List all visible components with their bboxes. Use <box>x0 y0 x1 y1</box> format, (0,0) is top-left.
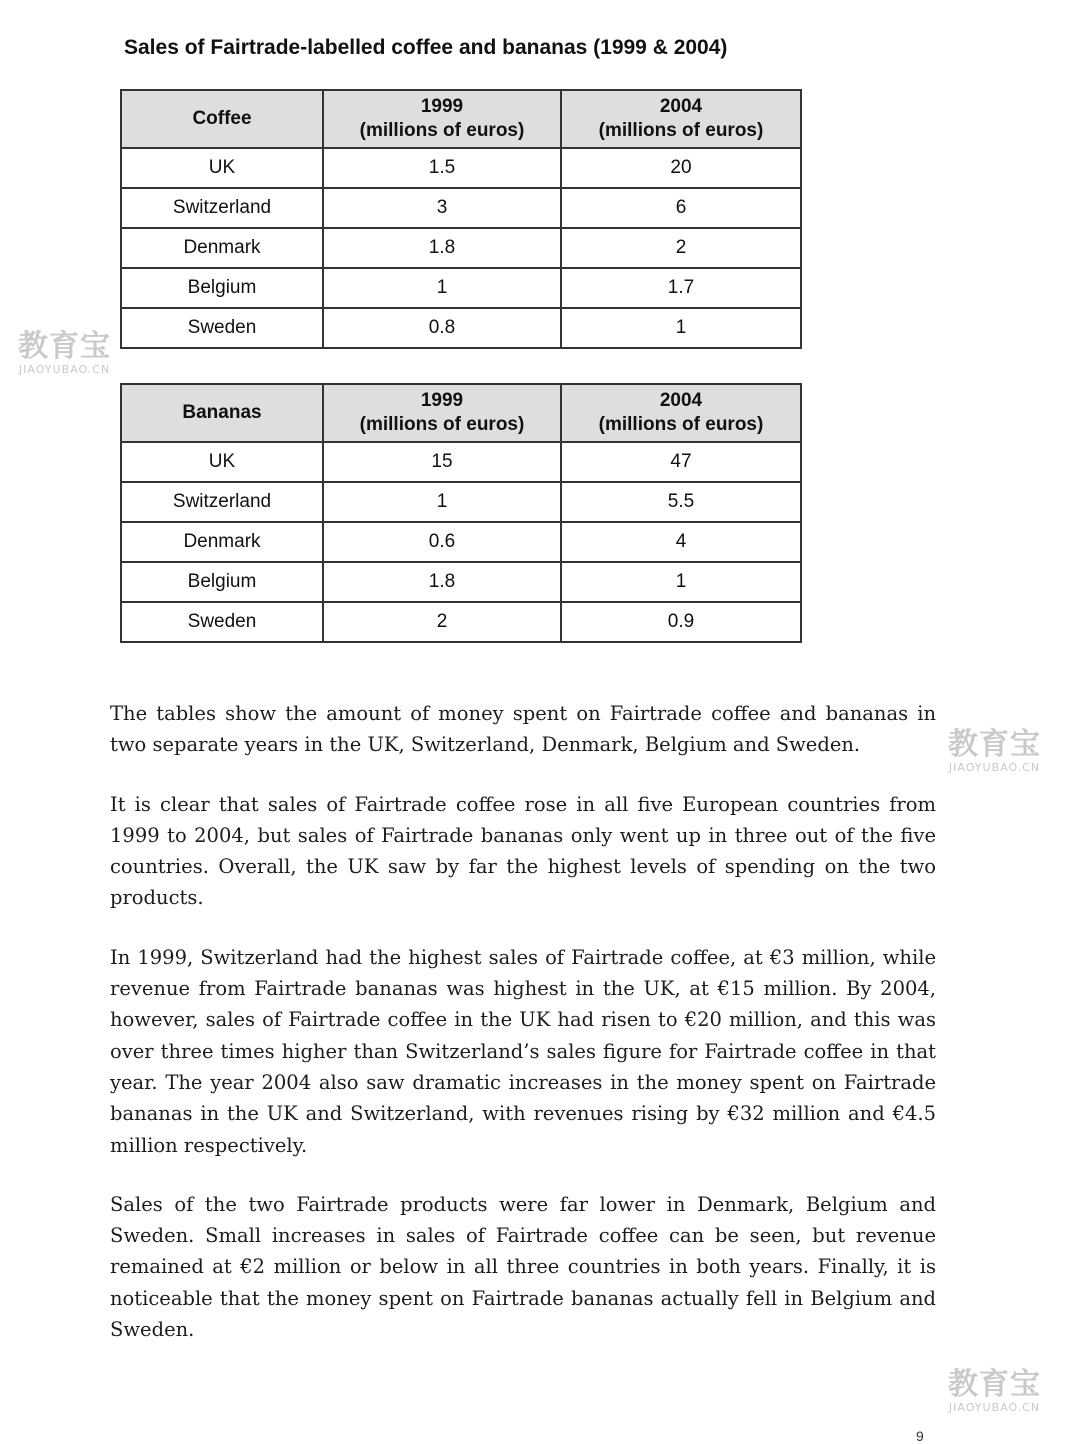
table-row <box>121 268 801 308</box>
essay-paragraph: The tables show the amount of money spent on Fairtrade coffee and bananas in two separate years in the UK, Switzerland, Denmark, Belgium and Sweden. <box>110 702 936 757</box>
country-cell: Sweden <box>121 308 323 348</box>
value-cell: 1 <box>561 562 801 602</box>
watermark-logo-text: 教育宝 <box>948 727 1041 762</box>
essay-paragraph: In 1999, Switzerland had the highest sales of Fairtrade coffee, at €3 million, while revenue from Fairtrade bananas was highest in the UK, at €15 million. By 2004, however, sales of Fairtrade coffee in the UK had risen to €20 million, and this was over three times higher than Switzerland’s sales figure for Fairtrade coffee in that year. The year 2004 also saw dramatic increases in the money spent on Fairtrade bananas in the UK and Switzerland, with revenues rising by €32 million and €4.5 million respectively. <box>110 945 936 1157</box>
table-row <box>121 308 801 348</box>
value-cell: 2 <box>561 228 801 268</box>
watermark-logo-text: 教育宝 <box>18 329 111 364</box>
value-cell: 0.6 <box>323 522 561 562</box>
value-cell: 20 <box>561 148 801 188</box>
country-cell: UK <box>121 442 323 482</box>
country-cell: Denmark <box>121 228 323 268</box>
document-title: Sales of Fairtrade-labelled coffee and bananas (1999 & 2004) <box>124 36 728 59</box>
column-header: 2004 (millions of euros) <box>561 384 801 442</box>
table-row <box>121 562 801 602</box>
column-header: Bananas <box>121 384 323 442</box>
essay-paragraph: It is clear that sales of Fairtrade coffee rose in all five European countries from 1999 to 2004, but sales of Fairtrade bananas only went up in three out of the five countries. Overall, the UK saw by far the highest levels of spending on the two products. <box>110 792 936 910</box>
country-cell: Switzerland <box>121 482 323 522</box>
watermark <box>948 728 1041 774</box>
watermark <box>18 330 111 376</box>
country-cell: UK <box>121 148 323 188</box>
value-cell: 6 <box>561 188 801 228</box>
value-cell: 15 <box>323 442 561 482</box>
value-cell: 3 <box>323 188 561 228</box>
table-row <box>121 442 801 482</box>
country-cell: Switzerland <box>121 188 323 228</box>
value-cell: 2 <box>323 602 561 642</box>
value-cell: 47 <box>561 442 801 482</box>
value-cell: 1.8 <box>323 228 561 268</box>
value-cell: 0.8 <box>323 308 561 348</box>
table-row <box>121 148 801 188</box>
column-header: 1999 (millions of euros) <box>323 384 561 442</box>
essay-body <box>110 698 936 1373</box>
watermark-logo-text: 教育宝 <box>948 1367 1041 1402</box>
value-cell: 1 <box>323 482 561 522</box>
value-cell: 0.9 <box>561 602 801 642</box>
watermark-domain: JIAOYUBAO.CN <box>948 1401 1041 1414</box>
value-cell: 4 <box>561 522 801 562</box>
country-cell: Belgium <box>121 268 323 308</box>
column-header: 2004 (millions of euros) <box>561 90 801 148</box>
column-header: Coffee <box>121 90 323 148</box>
value-cell: 1.5 <box>323 148 561 188</box>
country-cell: Denmark <box>121 522 323 562</box>
page-number: 9 <box>916 1428 924 1444</box>
watermark <box>948 1368 1041 1414</box>
value-cell: 1.8 <box>323 562 561 602</box>
essay-paragraph: Sales of the two Fairtrade products were far lower in Denmark, Belgium and Sweden. Small increases in sales of Fairtrade coffee can be seen, but revenue remained at €2 million or below in all three countries in both years. Finally, it is noticeable that the money spent on Fairtrade bananas actually fell in Belgium and Sweden. <box>110 1192 936 1342</box>
table-row <box>121 188 801 228</box>
watermark-domain: JIAOYUBAO.CN <box>18 363 111 376</box>
table-header-row <box>121 90 801 148</box>
value-cell: 1 <box>561 308 801 348</box>
column-header: 1999 (millions of euros) <box>323 90 561 148</box>
table-row <box>121 228 801 268</box>
table-row <box>121 522 801 562</box>
watermark-domain: JIAOYUBAO.CN <box>948 761 1041 774</box>
value-cell: 1.7 <box>561 268 801 308</box>
table-row <box>121 482 801 522</box>
coffee-sales-table <box>120 89 802 349</box>
value-cell: 5.5 <box>561 482 801 522</box>
country-cell: Sweden <box>121 602 323 642</box>
value-cell: 1 <box>323 268 561 308</box>
table-header-row <box>121 384 801 442</box>
table-row <box>121 602 801 642</box>
bananas-sales-table <box>120 383 802 643</box>
country-cell: Belgium <box>121 562 323 602</box>
